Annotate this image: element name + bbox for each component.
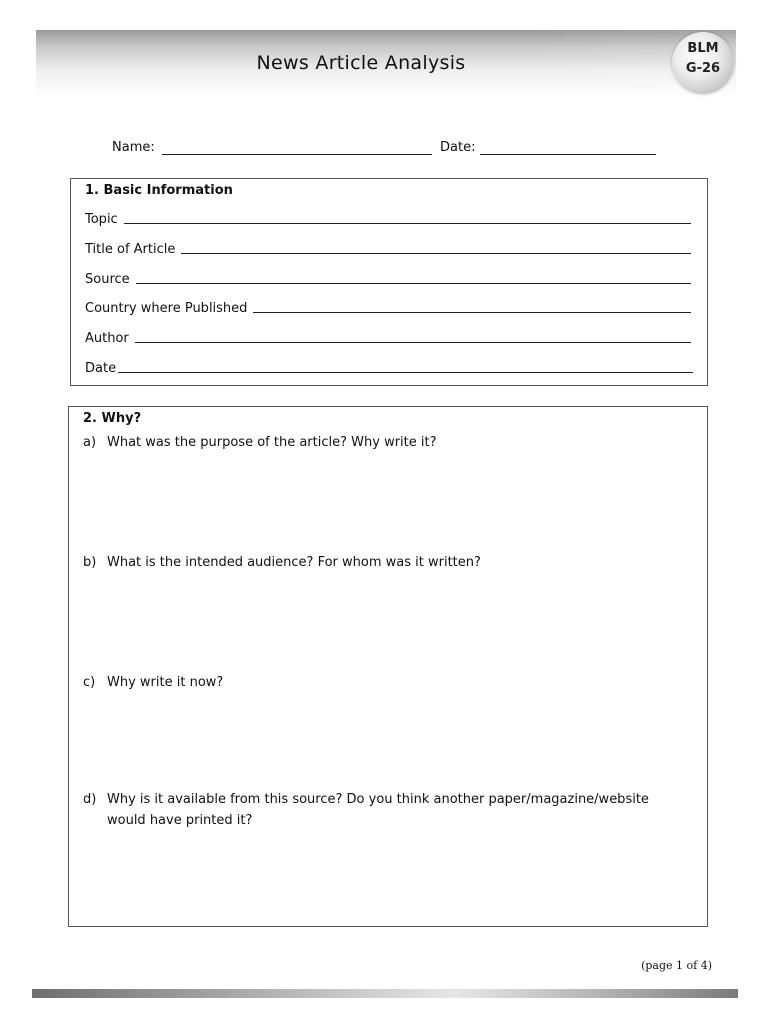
author-input-line[interactable]: [135, 342, 691, 343]
page-number: (page 1 of 4): [641, 959, 712, 972]
question-c: [83, 672, 677, 693]
topic-input-line[interactable]: [124, 223, 691, 224]
badge-line-1: BLM: [687, 41, 719, 56]
source-input-line[interactable]: [136, 283, 691, 284]
title-input-line[interactable]: [181, 253, 691, 254]
section-heading-basic-information: 1. Basic Information: [85, 183, 233, 198]
question-letter: c): [83, 675, 96, 690]
field-label: Author: [85, 331, 129, 346]
question-text: Why write it now?: [107, 675, 224, 690]
field-label: Topic: [85, 212, 118, 227]
question-b: [83, 552, 677, 573]
question-text: What is the intended audience? For whom was it written?: [107, 555, 481, 570]
page-title: News Article Analysis: [256, 52, 466, 74]
question-letter: d): [83, 792, 97, 807]
date-input-line[interactable]: [480, 140, 656, 155]
field-label: Source: [85, 272, 130, 287]
question-a: [83, 432, 677, 453]
field-label: Date: [85, 361, 117, 376]
blm-badge: [672, 32, 734, 94]
basic-information-box: [70, 178, 708, 386]
field-label: Country where Published: [85, 301, 248, 316]
name-input-line[interactable]: [162, 140, 432, 155]
footer-band: [32, 989, 738, 998]
question-text: What was the purpose of the article? Why write it?: [107, 435, 437, 450]
field-author: [85, 328, 691, 346]
question-text: Why is it available from this source? Do you think another paper/magazine/website would have printed it?: [107, 792, 649, 828]
field-title-of-article: [85, 239, 691, 257]
question-letter: a): [83, 435, 97, 450]
field-source: [85, 269, 691, 287]
why-box: [68, 406, 708, 927]
section-heading-why: 2. Why?: [83, 411, 142, 426]
field-country-where-published: [85, 298, 691, 316]
question-d: [83, 789, 677, 831]
badge-line-2: G-26: [685, 61, 721, 76]
country-input-line[interactable]: [253, 312, 691, 313]
name-label: Name:: [112, 140, 155, 155]
field-topic: [85, 209, 691, 227]
question-letter: b): [83, 555, 97, 570]
field-label: Title of Article: [85, 242, 176, 257]
field-date: [85, 358, 693, 376]
article-date-input-line[interactable]: [118, 372, 693, 373]
date-label: Date:: [440, 140, 476, 155]
